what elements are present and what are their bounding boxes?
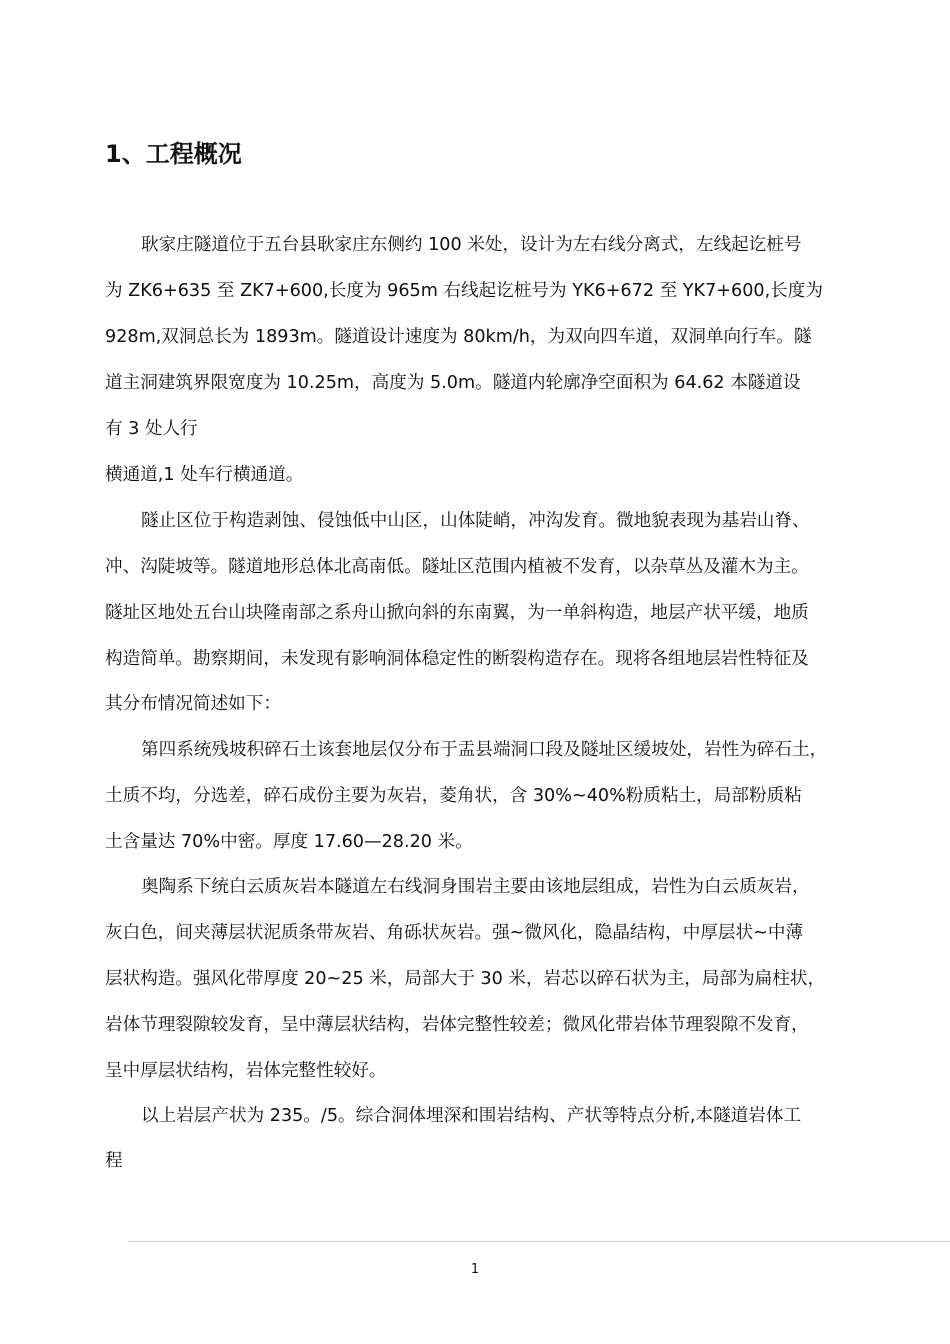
text-line: 层状构造。强风化带厚度 20~25 米，局部大于 30 米，岩芯以碎石状为主，局部为扁柱状， (105, 969, 826, 989)
text-line: 冲、沟陡坡等。隧道地形总体北高南低。隧址区范围内植被不发育，以杂草丛及灌木为主。 (105, 557, 809, 577)
text-line: 构造简单。勘察期间，未发现有影响洞体稳定性的断裂构造存在。现将各组地层岩性特征及 (105, 649, 809, 669)
text-line: 奥陶系下统白云质灰岩本隧道左右线洞身围岩主要由该地层组成，岩性为白云质灰岩， (141, 877, 810, 897)
text-line: 其分布情况简述如下： (105, 694, 281, 714)
text-line: 横通道,1 处车行横通道。 (105, 465, 304, 485)
text-line: 土质不均，分选差，碎石成份主要为灰岩，菱角状，含 30%~40%粉质粘土，局部粉质粘 (105, 786, 802, 806)
text-line: 以上岩层产状为 235。/5。综合洞体埋深和围岩结构、产状等特点分析,本隧道岩体工 (141, 1106, 802, 1126)
text-line: 土含量达 70%中密。厚度 17.60—28.20 米。 (105, 832, 473, 852)
text-line: 隧址区地处五台山块隆南部之系舟山掀向斜的东南翼，为一单斜构造，地层产状平缓，地质 (105, 603, 809, 623)
text-line: 第四系统残坡积碎石土该套地层仅分布于盂县端洞口段及隧址区缓坡处，岩性为碎石土， (141, 740, 828, 760)
text-line: 灰白色，间夹薄层状泥质条带灰岩、角砾状灰岩。强~微风化，隐晶结构，中厚层状~中薄 (105, 923, 804, 943)
section-heading: 1、工程概况 (105, 140, 242, 168)
text-line: 道主洞建筑界限宽度为 10.25m，高度为 5.0m。隧道内轮廓净空面积为 64.62 本隧道设 (105, 373, 801, 393)
text-line: 岩体节理裂隙较发育，呈中薄层状结构，岩体完整性较差；微风化带岩体节理裂隙不发育， (105, 1015, 809, 1035)
text-line: 呈中厚层状结构，岩体完整性较好。 (105, 1061, 387, 1081)
text-line: 928m,双洞总长为 1893m。隧道设计速度为 80km/h，为双向四车道，双洞单向行车。隧 (105, 327, 812, 347)
text-line: 程 (105, 1151, 123, 1171)
text-line: 有 3 处人行 (105, 419, 198, 439)
text-line: 隧止区位于构造剥蚀、侵蚀低中山区，山体陡峭，冲沟发育。微地貌表现为基岩山脊、 (141, 511, 810, 531)
footer-divider (128, 1241, 950, 1242)
text-line: 耿家庄隧道位于五台县耿家庄东侧约 100 米处，设计为左右线分离式，左线起讫桩号 (141, 235, 802, 255)
page-number: 1 (470, 1262, 480, 1277)
text-line: 为 ZK6+635 至 ZK7+600,长度为 965m 右线起讫桩号为 YK6+672 至 YK7+600,长度为 (105, 281, 823, 301)
